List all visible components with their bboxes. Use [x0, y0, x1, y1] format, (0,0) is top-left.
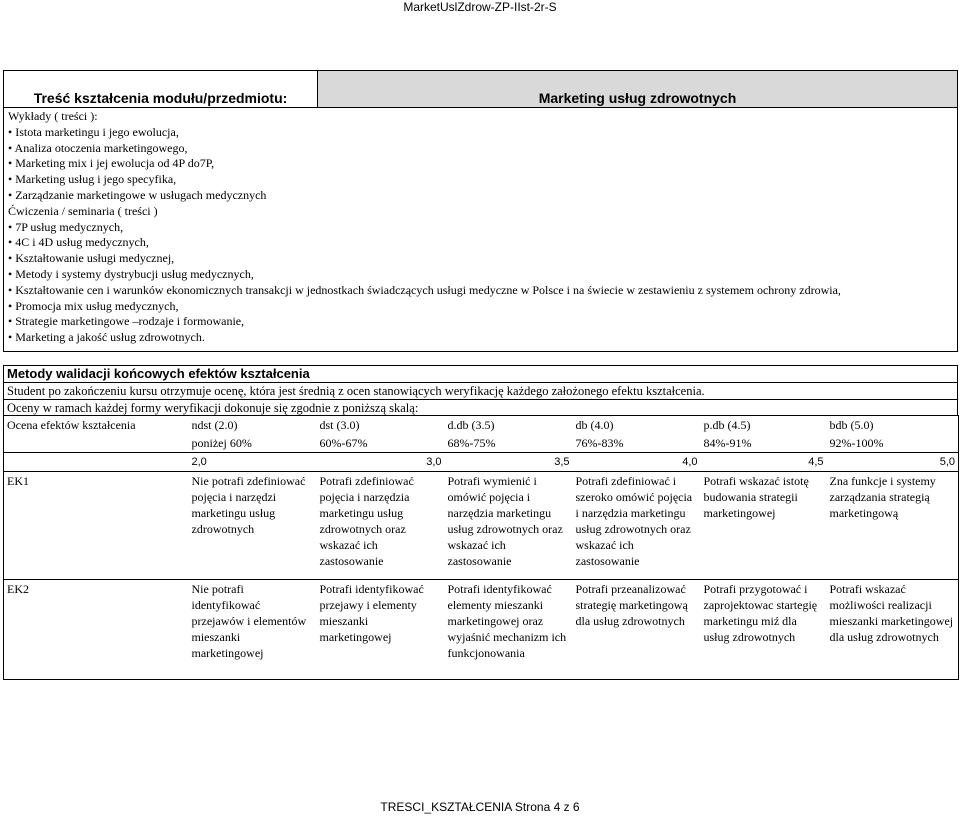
grade-number: 3,5: [445, 453, 573, 472]
criteria-cell: Nie potrafi zdefiniować pojęcia i narzędzi marketingu usług zdrowotnych: [189, 472, 317, 580]
grade-range: 92%-100%: [827, 434, 959, 453]
criteria-cell: Potrafi przeanalizować strategię marketingową dla usług zdrowotnych: [573, 580, 701, 680]
effect-row-ek1: [4, 472, 959, 580]
content-heading: Treść kształcenia modułu/przedmiotu:: [4, 71, 318, 107]
criteria-cell: Potrafi identyfikować elementy mieszanki marketingowej oraz wyjaśnić mechanizm ich funkcjonowania: [445, 580, 573, 680]
grade-name: dst (3.0): [317, 416, 445, 435]
grade-range: 76%-83%: [573, 434, 701, 453]
course-content-box: [3, 70, 958, 352]
content-line: • 4C i 4D usług medycznych,: [8, 235, 149, 250]
content-line: • Promocja mix usług medycznych,: [8, 298, 179, 313]
criteria-cell: Potrafi identyfikować przejawy i elementy mieszanki marketingowej: [317, 580, 445, 680]
content-line: • Zarządzanie marketingowe w usługach medycznych: [8, 187, 267, 202]
grade-range: 68%-75%: [445, 434, 573, 453]
course-title: Marketing usług zdrowotnych: [318, 71, 957, 107]
grade-name: p.db (4.5): [701, 416, 827, 435]
grade-number: 4,0: [573, 453, 701, 472]
grade-range: 84%-91%: [701, 434, 827, 453]
criteria-cell: Potrafi zdefiniować pojęcia i narzędzia marketingu usług zdrowotnych oraz wskazać ich zastosowanie: [317, 472, 445, 580]
content-line: • Marketing usług i jego specyfika,: [8, 172, 177, 187]
grade-number: 2,0: [189, 453, 317, 472]
grade-label: Ocena efektów kształcenia: [4, 416, 189, 435]
grade-number-row: [4, 453, 959, 472]
grade-range: 60%-67%: [317, 434, 445, 453]
grade-number: 4,5: [701, 453, 827, 472]
criteria-cell: Potrafi przygotować i zaprojektowac startegię marketingu miź dla usług zdrowotnych: [701, 580, 827, 680]
content-line: • Strategie marketingowe –rodzaje i formowanie,: [8, 314, 245, 329]
content-line: • Metody i systemy dystrybucji usług medycznych,: [8, 266, 254, 281]
validation-text-2: Oceny w ramach każdej formy weryfikacji dokonuje się zgodnie z poniższą skalą:: [3, 399, 958, 416]
page-header: MarketUslZdrow-ZP-IIst-2r-S: [403, 0, 557, 14]
content-list: [8, 109, 841, 346]
content-line: • Analiza otoczenia marketingowego,: [8, 140, 188, 155]
criteria-cell: Potrafi wymienić i omówić pojęcia i narzędzia marketingu usług zdrowotnych oraz wskazać ich zastosowanie: [445, 472, 573, 580]
grade-name: d.db (3.5): [445, 416, 573, 435]
content-line: Wykłady ( treści ):: [8, 109, 98, 123]
criteria-cell: Potrafi zdefiniować i szeroko omówić pojęcia i narzędzia marketingu usług zdrowotnych oraz wskazać ich zastosowanie: [573, 472, 701, 580]
title-row: [4, 71, 957, 108]
criteria-cell: Potrafi wskazać istotę budowania strategii marketingowej: [701, 472, 827, 580]
content-line: • 7P usług medycznych,: [8, 219, 124, 234]
content-line: Ćwiczenia / seminaria ( treści ): [8, 203, 158, 218]
grade-header-row: [4, 416, 959, 435]
validation-text-1: Student po zakończeniu kursu otrzymuje ocenę, która jest średnią z ocen stanowiących weryfikację każdego założonego efektu kształcenia.: [3, 382, 958, 399]
validation-heading: Metody walidacji końcowych efektów kształcenia: [3, 365, 958, 382]
content-line: • Marketing a jakość usług zdrowotnych.: [8, 330, 205, 345]
grade-name: db (4.0): [573, 416, 701, 435]
page-footer: TRESCI_KSZTAŁCENIA Strona 4 z 6: [380, 800, 580, 814]
grade-name: bdb (5.0): [827, 416, 959, 435]
validation-section: [3, 365, 958, 416]
criteria-cell: Potrafi wskazać możliwości realizacji mieszanki marketingowej dla usług zdrowotnych: [827, 580, 959, 680]
grade-range: poniżej 60%: [189, 434, 317, 453]
content-line: • Kształtowanie cen i warunków ekonomicznych transakcji w jednostkach świadczących usługi medyczne w Polsce i na świecie w zestawieniu z systemem ochrony zdrowia,: [8, 282, 841, 297]
content-line: • Marketing mix i jej ewolucja od 4P do7P,: [8, 156, 215, 171]
grade-number: 3,0: [317, 453, 445, 472]
grade-name: ndst (2.0): [189, 416, 317, 435]
effect-row-ek2: [4, 580, 959, 680]
grade-number: 5,0: [827, 453, 959, 472]
grade-table: [3, 415, 959, 680]
effect-id: EK2: [4, 580, 189, 680]
criteria-cell: Nie potrafi identyfikować przejawów i elementów mieszanki marketingowej: [189, 580, 317, 680]
effect-id: EK1: [4, 472, 189, 580]
content-line: • Kształtowanie usługi medycznej,: [8, 251, 175, 266]
grade-range-row: [4, 434, 959, 453]
criteria-cell: Zna funkcje i systemy zarządzania strategią marketingową: [827, 472, 959, 580]
content-line: • Istota marketingu i jego ewolucja,: [8, 124, 179, 139]
